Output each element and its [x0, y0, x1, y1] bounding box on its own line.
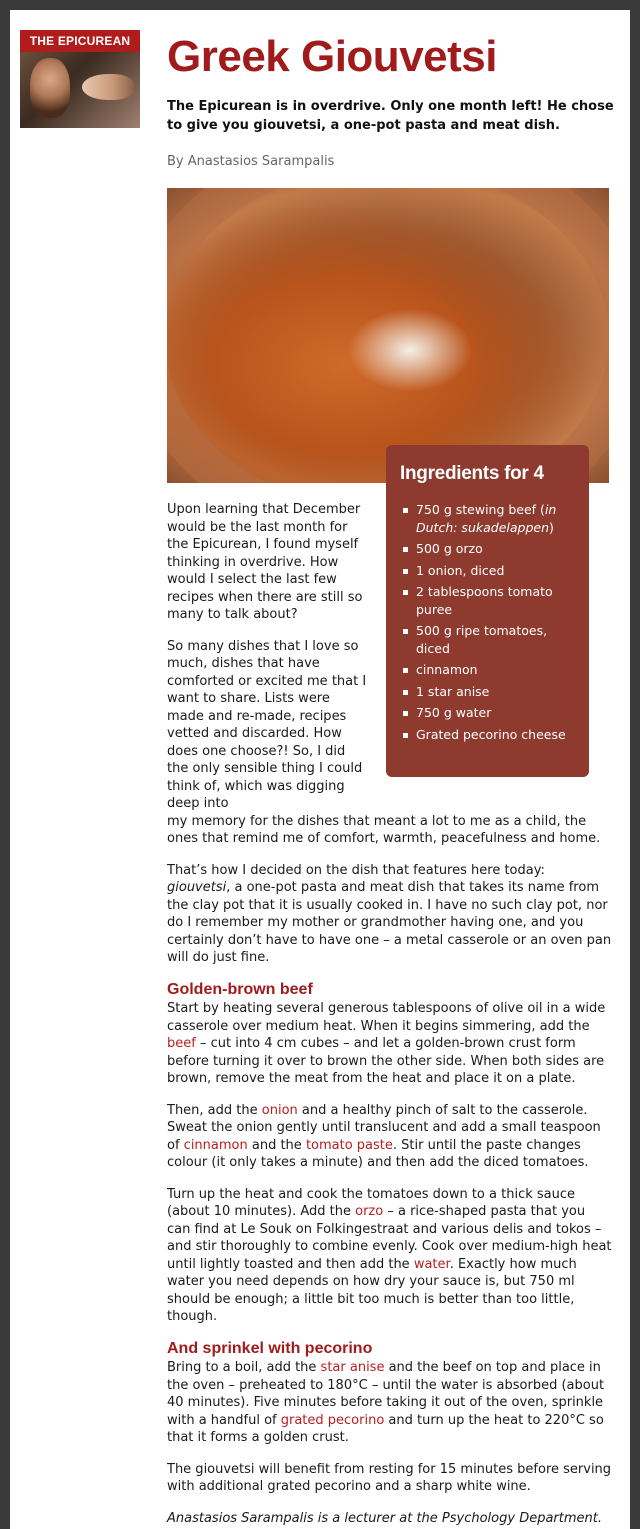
giouvetsi-photo — [167, 188, 609, 483]
paragraph-dish: That’s how I decided on the dish that features here today: giouvetsi, a one-pot pasta and meat dish that takes its name from the clay pot that it is usually cooked in. I have no such clay pot, nor do I remember my mother or grandmother having one, and you certainly don’t have to have one – a metal casserole or an oven pan will do just fine. — [167, 862, 612, 965]
article-title: Greek Giouvetsi — [167, 32, 497, 81]
ingredient-item: 500 g orzo — [400, 540, 575, 558]
paragraph-orzo: Turn up the heat and cook the tomatoes down to a thick sauce (about 10 minutes). Add the orzo – a rice-shaped pasta that you can find at Le Souk on Folkingestraat and various delis and tokos – and stir thoroughly to combine evenly. Cook over medium-high heat until lightly toasted and then add the water. Exactly how much water you need depends on how dry your sauce is, but 750 ml should be enough; a little bit too much is better than too little, though. — [167, 1186, 612, 1324]
paragraph-oven: Bring to a boil, add the star anise and the beef on top and place in the oven – preheated to 180°C – until the water is absorbed (about 40 minutes). Five minutes before taking it out of the oven, sprinkle with a handful of grated pecorino and turn up the heat to 220°C so that it forms a golden crust. — [167, 1360, 605, 1445]
ingredient-item: 750 g stewing beef (in Dutch: sukadelappen) — [400, 501, 575, 536]
logo-banner: THE EPICUREAN — [20, 30, 140, 52]
logo-fish — [82, 74, 134, 100]
ingredient-item: 500 g ripe tomatoes, diced — [400, 622, 575, 657]
clay-bowl-rim — [167, 188, 609, 483]
author-credit: Anastasios Sarampalis is a lecturer at the Psychology Department. — [167, 1510, 602, 1526]
paragraph-choose: So many dishes that I love so much, dishes that have comforted or excited me that I want to share. Lists were made and re-made, recipes vetted and discarded. How does one choose?! So, I did the only sensible thing I could think of, which was digging deep into my memory for the dishes that meant a lot to me as a child, the ones that remind me of comfort, warmth, peacefulness and home. — [167, 638, 601, 846]
ingredient-item: Grated pecorino cheese — [400, 726, 575, 744]
article-lead: The Epicurean is in overdrive. Only one month left! He chose to give you giouvetsi, a one-pot pasta and meat dish. — [167, 99, 614, 133]
ingredient-item: 1 onion, diced — [400, 562, 575, 580]
ingredient-item: 750 g water — [400, 704, 575, 722]
paragraph-intro: Upon learning that December would be the last month for the Epicurean, I found myself thinking in overdrive. How would I select the last few recipes when there are still so many to talk about? — [167, 502, 363, 622]
logo-man-face — [30, 58, 70, 118]
ingredients-title: Ingredients for 4 — [400, 463, 544, 484]
page — [10, 10, 630, 1529]
heading-sprinkle-pecorino: And sprinkel with pecorino — [167, 1339, 373, 1357]
epicurean-logo — [20, 30, 140, 128]
paragraph-beef: Start by heating several generous tablespoons of olive oil in a wide casserole over medium heat. When it begins simmering, add the beef – cut into 4 cm cubes – and let a golden-brown crust form before turning it over to brown the other side. When both sides are brown, remove the meat from the heat and place it on a plate. — [167, 1001, 606, 1086]
paragraph-serving: The giouvetsi will benefit from resting for 15 minutes before serving with additional grated pecorino and a sharp white wine. — [167, 1461, 612, 1494]
article-body — [167, 501, 612, 1529]
paragraph-onion: Then, add the onion and a healthy pinch of salt to the casserole. Sweat the onion gently until translucent and add a small teaspoon of cinnamon and the tomato paste. Stir until the paste changes colour (it only takes a minute) and then add the diced tomatoes. — [167, 1102, 601, 1170]
ingredient-item: 1 star anise — [400, 683, 575, 701]
article-byline: By Anastasios Sarampalis — [167, 154, 335, 169]
ingredient-item: 2 tablespoons tomato puree — [400, 583, 575, 618]
heading-golden-brown-beef: Golden-brown beef — [167, 980, 313, 998]
ingredient-item: cinnamon — [400, 661, 575, 679]
